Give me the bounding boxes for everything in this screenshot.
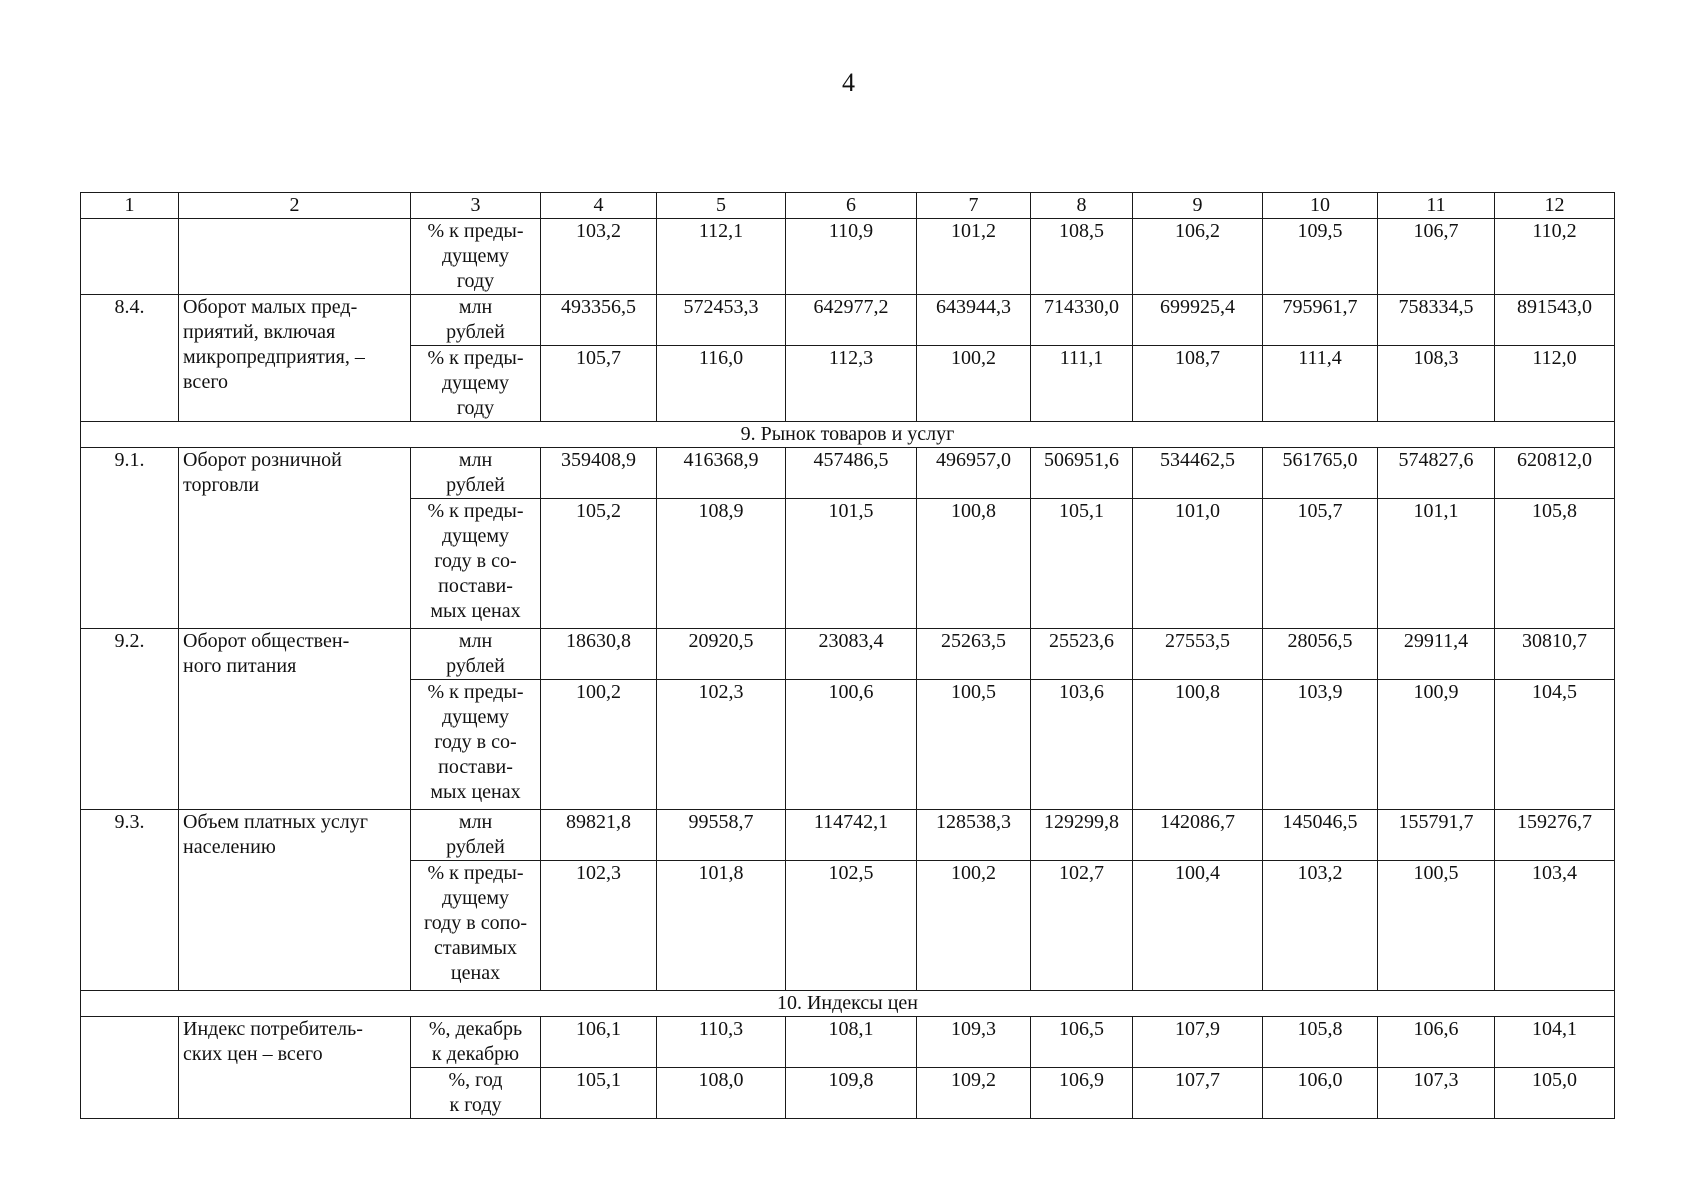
value-cell: 101,1 <box>1378 499 1495 629</box>
indicator-name-cell-line: приятий, включая <box>183 321 336 343</box>
value-cell: 106,7 <box>1378 219 1495 295</box>
value-cell: 534462,5 <box>1133 448 1263 499</box>
value-cell: 100,6 <box>786 680 917 810</box>
value-cell: 105,2 <box>541 499 657 629</box>
indicator-code-cell <box>81 219 179 295</box>
unit-cell <box>411 219 541 295</box>
unit-cell-line: % к преды- <box>427 862 524 884</box>
unit-cell-line: постави- <box>438 575 513 597</box>
value-cell: 102,3 <box>657 680 786 810</box>
unit-cell-line: году в сопо- <box>424 912 527 934</box>
value-cell: 28056,5 <box>1263 629 1378 680</box>
value-cell: 105,0 <box>1495 1068 1615 1119</box>
page-number: 4 <box>842 68 855 97</box>
value-cell: 103,2 <box>541 219 657 295</box>
column-number-cell: 12 <box>1495 193 1615 219</box>
value-cell: 116,0 <box>657 346 786 422</box>
indicator-name-cell-line: Оборот обществен- <box>183 630 350 652</box>
table-row <box>81 448 1615 499</box>
value-cell: 101,0 <box>1133 499 1263 629</box>
value-cell: 159276,7 <box>1495 810 1615 861</box>
indicator-code-cell: 9.2. <box>81 629 179 810</box>
unit-cell-line: % к преды- <box>427 347 524 369</box>
value-cell: 109,8 <box>786 1068 917 1119</box>
value-cell: 107,7 <box>1133 1068 1263 1119</box>
value-cell: 506951,6 <box>1031 448 1133 499</box>
unit-cell <box>411 810 541 861</box>
value-cell: 30810,7 <box>1495 629 1615 680</box>
column-number-cell: 1 <box>81 193 179 219</box>
value-cell: 100,9 <box>1378 680 1495 810</box>
unit-cell-line: дущему <box>441 706 510 728</box>
column-number-cell: 7 <box>917 193 1031 219</box>
unit-cell-line: рублей <box>446 474 505 496</box>
unit-cell-line: к декабрю <box>431 1043 520 1065</box>
value-cell: 100,2 <box>917 346 1031 422</box>
value-cell: 572453,3 <box>657 295 786 346</box>
unit-cell-line: рублей <box>446 655 505 677</box>
value-cell: 103,4 <box>1495 861 1615 991</box>
value-cell: 107,3 <box>1378 1068 1495 1119</box>
indicator-name-cell <box>179 448 411 629</box>
value-cell: 574827,6 <box>1378 448 1495 499</box>
value-cell: 155791,7 <box>1378 810 1495 861</box>
unit-cell-line: мых ценах <box>430 600 521 622</box>
value-cell: 110,3 <box>657 1017 786 1068</box>
unit-cell-line: ставимых <box>434 937 517 959</box>
value-cell: 112,1 <box>657 219 786 295</box>
indicator-name-cell <box>179 629 411 810</box>
unit-cell <box>411 346 541 422</box>
value-cell: 891543,0 <box>1495 295 1615 346</box>
column-number-cell: 2 <box>179 193 411 219</box>
value-cell: 106,6 <box>1378 1017 1495 1068</box>
unit-cell <box>411 680 541 810</box>
table-row <box>81 810 1615 861</box>
table-row <box>81 1017 1615 1068</box>
value-cell: 102,7 <box>1031 861 1133 991</box>
value-cell: 29911,4 <box>1378 629 1495 680</box>
value-cell: 109,2 <box>917 1068 1031 1119</box>
value-cell: 105,1 <box>541 1068 657 1119</box>
value-cell: 111,4 <box>1263 346 1378 422</box>
value-cell: 642977,2 <box>786 295 917 346</box>
value-cell: 108,7 <box>1133 346 1263 422</box>
unit-cell-line: % к преды- <box>427 220 524 242</box>
value-cell: 496957,0 <box>917 448 1031 499</box>
value-cell: 112,3 <box>786 346 917 422</box>
indicator-name-cell-line: Объем платных услуг <box>183 811 368 833</box>
value-cell: 105,7 <box>1263 499 1378 629</box>
value-cell: 100,2 <box>541 680 657 810</box>
indicator-name-cell-line: Индекс потребитель- <box>183 1018 363 1040</box>
value-cell: 105,8 <box>1495 499 1615 629</box>
unit-cell-line: дущему <box>441 245 510 267</box>
value-cell: 107,9 <box>1133 1017 1263 1068</box>
indicator-code-cell: 9.3. <box>81 810 179 991</box>
value-cell: 27553,5 <box>1133 629 1263 680</box>
indicator-name-cell-line: микропредприятия, – <box>183 346 365 368</box>
value-cell: 100,4 <box>1133 861 1263 991</box>
value-cell: 23083,4 <box>786 629 917 680</box>
value-cell: 100,5 <box>917 680 1031 810</box>
unit-cell-line: году в со- <box>434 550 517 572</box>
unit-cell <box>411 295 541 346</box>
unit-cell-line: году <box>456 397 495 419</box>
value-cell: 100,2 <box>917 861 1031 991</box>
indicator-name-cell <box>179 810 411 991</box>
value-cell: 108,1 <box>786 1017 917 1068</box>
unit-cell-line: ценах <box>450 962 501 984</box>
unit-cell-line: % к преды- <box>427 500 524 522</box>
value-cell: 102,5 <box>786 861 917 991</box>
table-row <box>81 629 1615 680</box>
indicator-code-cell <box>81 1017 179 1119</box>
value-cell: 108,0 <box>657 1068 786 1119</box>
unit-cell-line: млн <box>458 811 493 833</box>
value-cell: 758334,5 <box>1378 295 1495 346</box>
value-cell: 457486,5 <box>786 448 917 499</box>
column-number-cell: 6 <box>786 193 917 219</box>
unit-cell-line: млн <box>458 630 493 652</box>
column-number-cell: 10 <box>1263 193 1378 219</box>
table-header-row <box>81 193 1615 219</box>
value-cell: 714330,0 <box>1031 295 1133 346</box>
indicator-name-cell-line: ного питания <box>183 655 297 677</box>
value-cell: 110,2 <box>1495 219 1615 295</box>
column-number-cell: 5 <box>657 193 786 219</box>
value-cell: 100,8 <box>1133 680 1263 810</box>
indicator-name-cell-line: Оборот розничной <box>183 449 342 471</box>
column-number-cell: 3 <box>411 193 541 219</box>
value-cell: 795961,7 <box>1263 295 1378 346</box>
unit-cell-line: мых ценах <box>430 781 521 803</box>
indicator-name-cell <box>179 295 411 422</box>
value-cell: 359408,9 <box>541 448 657 499</box>
value-cell: 100,5 <box>1378 861 1495 991</box>
value-cell: 20920,5 <box>657 629 786 680</box>
unit-cell-line: дущему <box>441 887 510 909</box>
value-cell: 104,1 <box>1495 1017 1615 1068</box>
unit-cell-line: постави- <box>438 756 513 778</box>
indicator-name-cell-line: всего <box>183 371 229 393</box>
section-title: 9. Рынок товаров и услуг <box>81 422 1615 448</box>
unit-cell-line: дущему <box>441 525 510 547</box>
value-cell: 108,3 <box>1378 346 1495 422</box>
value-cell: 101,2 <box>917 219 1031 295</box>
value-cell: 114742,1 <box>786 810 917 861</box>
value-cell: 643944,3 <box>917 295 1031 346</box>
value-cell: 102,3 <box>541 861 657 991</box>
indicator-name-cell-line: торговли <box>183 474 260 496</box>
unit-cell <box>411 861 541 991</box>
forecast-table <box>80 192 1615 1119</box>
section-title: 10. Индексы цен <box>81 991 1615 1017</box>
indicator-name-cell <box>179 1017 411 1119</box>
value-cell: 103,2 <box>1263 861 1378 991</box>
unit-cell-line: %, декабрь <box>428 1018 523 1040</box>
value-cell: 620812,0 <box>1495 448 1615 499</box>
indicator-name-cell-line: Оборот малых пред- <box>183 296 358 318</box>
indicator-name-cell-line: населению <box>183 836 276 858</box>
value-cell: 103,9 <box>1263 680 1378 810</box>
value-cell: 106,9 <box>1031 1068 1133 1119</box>
value-cell: 108,9 <box>657 499 786 629</box>
unit-cell-line: году в со- <box>434 731 517 753</box>
indicator-code-cell: 8.4. <box>81 295 179 422</box>
value-cell: 103,6 <box>1031 680 1133 810</box>
value-cell: 89821,8 <box>541 810 657 861</box>
unit-cell-line: млн <box>458 296 493 318</box>
table-row <box>81 295 1615 346</box>
value-cell: 105,7 <box>541 346 657 422</box>
value-cell: 108,5 <box>1031 219 1133 295</box>
unit-cell-line: к году <box>449 1094 502 1116</box>
value-cell: 109,5 <box>1263 219 1378 295</box>
value-cell: 106,5 <box>1031 1017 1133 1068</box>
indicator-name-cell <box>179 219 411 295</box>
value-cell: 112,0 <box>1495 346 1615 422</box>
value-cell: 493356,5 <box>541 295 657 346</box>
unit-cell-line: млн <box>458 449 493 471</box>
unit-cell-line: рублей <box>446 836 505 858</box>
unit-cell-line: % к преды- <box>427 681 524 703</box>
value-cell: 25523,6 <box>1031 629 1133 680</box>
value-cell: 101,8 <box>657 861 786 991</box>
value-cell: 105,8 <box>1263 1017 1378 1068</box>
value-cell: 416368,9 <box>657 448 786 499</box>
unit-cell-line: рублей <box>446 321 505 343</box>
value-cell: 104,5 <box>1495 680 1615 810</box>
section-header-row <box>81 991 1615 1017</box>
unit-cell <box>411 629 541 680</box>
value-cell: 99558,7 <box>657 810 786 861</box>
value-cell: 699925,4 <box>1133 295 1263 346</box>
column-number-cell: 4 <box>541 193 657 219</box>
value-cell: 18630,8 <box>541 629 657 680</box>
value-cell: 101,5 <box>786 499 917 629</box>
column-number-cell: 8 <box>1031 193 1133 219</box>
unit-cell <box>411 448 541 499</box>
unit-cell <box>411 499 541 629</box>
value-cell: 145046,5 <box>1263 810 1378 861</box>
unit-cell-line: дущему <box>441 372 510 394</box>
value-cell: 561765,0 <box>1263 448 1378 499</box>
value-cell: 105,1 <box>1031 499 1133 629</box>
value-cell: 25263,5 <box>917 629 1031 680</box>
value-cell: 109,3 <box>917 1017 1031 1068</box>
value-cell: 110,9 <box>786 219 917 295</box>
value-cell: 142086,7 <box>1133 810 1263 861</box>
column-number-cell: 9 <box>1133 193 1263 219</box>
unit-cell-line: году <box>456 270 495 292</box>
value-cell: 128538,3 <box>917 810 1031 861</box>
value-cell: 106,2 <box>1133 219 1263 295</box>
value-cell: 106,1 <box>541 1017 657 1068</box>
column-number-cell: 11 <box>1378 193 1495 219</box>
value-cell: 106,0 <box>1263 1068 1378 1119</box>
unit-cell <box>411 1068 541 1119</box>
value-cell: 111,1 <box>1031 346 1133 422</box>
indicator-code-cell: 9.1. <box>81 448 179 629</box>
unit-cell <box>411 1017 541 1068</box>
unit-cell-line: %, год <box>448 1069 503 1091</box>
value-cell: 100,8 <box>917 499 1031 629</box>
indicator-name-cell-line: ских цен – всего <box>183 1043 323 1065</box>
table-row <box>81 219 1615 295</box>
value-cell: 129299,8 <box>1031 810 1133 861</box>
section-header-row <box>81 422 1615 448</box>
